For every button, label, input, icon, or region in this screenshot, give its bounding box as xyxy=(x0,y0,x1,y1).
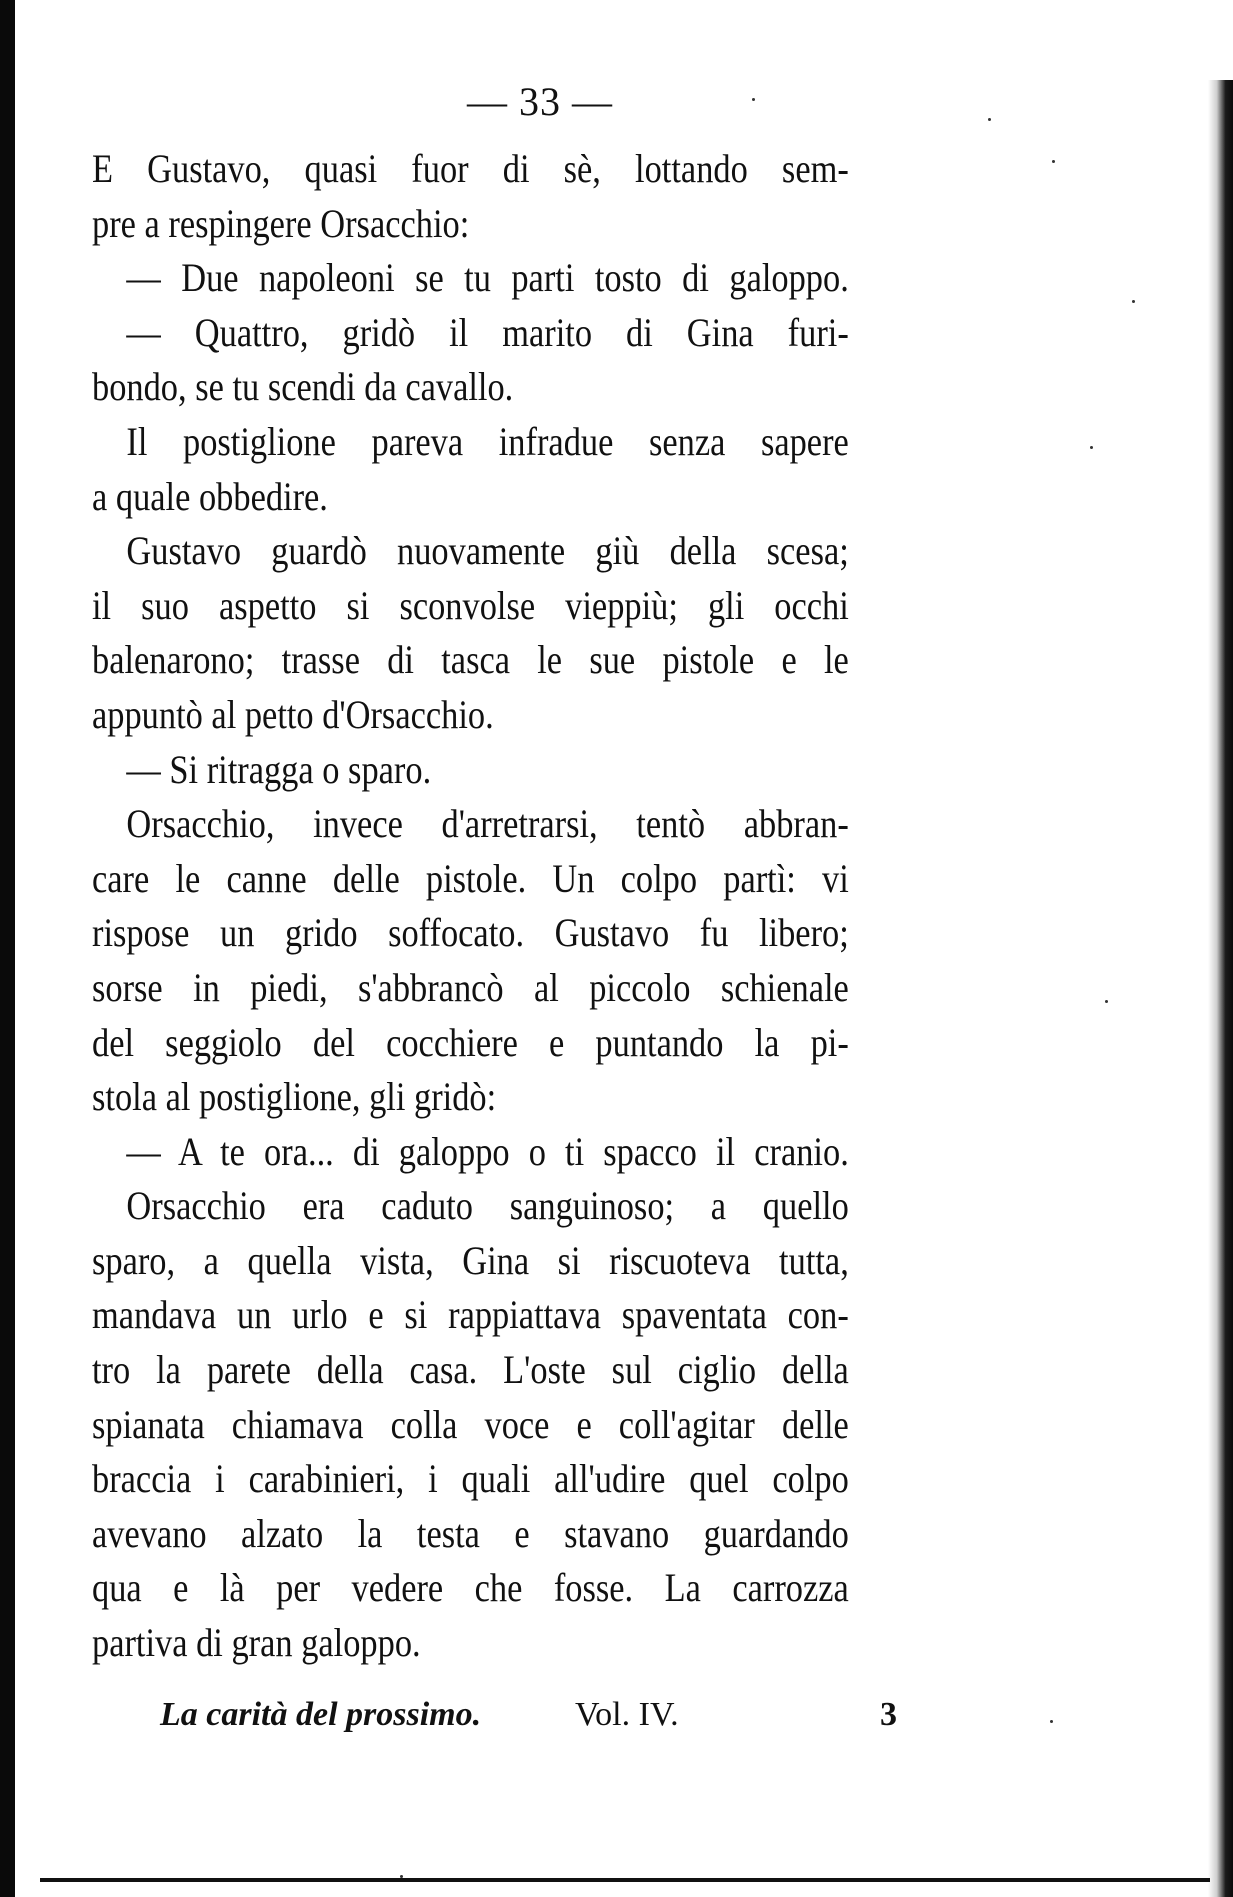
text-line: braccia i carabinieri, i quali all'udire quel colpo xyxy=(92,1456,849,1502)
text-line: qua e là per vedere che fosse. La carrozza xyxy=(92,1565,849,1611)
text-line: avevano alzato la testa e stavano guardando xyxy=(92,1510,849,1556)
scan-speck xyxy=(1052,160,1055,163)
text-line: spianata chiamava colla voce e coll'agitar delle xyxy=(92,1401,849,1447)
text-line: Gustavo guardò nuovamente giù della scesa; xyxy=(126,528,849,574)
text-line: Orsacchio era caduto sanguinoso; a quello xyxy=(126,1183,849,1229)
text-line: sparo, a quella vista, Gina si riscuoteva tutta, xyxy=(92,1237,849,1283)
page-footer xyxy=(160,1690,920,1740)
text-line: stola al postiglione, gli gridò: xyxy=(92,1074,497,1120)
scan-speck xyxy=(1050,1720,1053,1723)
text-line: Il postiglione pareva infradue senza sapere xyxy=(126,418,849,464)
text-line: pre a respingere Orsacchio: xyxy=(92,200,470,246)
scan-speck xyxy=(752,98,755,101)
text-line: il suo aspetto si sconvolse vieppiù; gli occhi xyxy=(92,582,849,628)
text-line: — Si ritragga o sparo. xyxy=(126,746,432,792)
text-line: a quale obbedire. xyxy=(92,473,328,519)
text-line: tro la parete della casa. L'oste sul ciglio della xyxy=(92,1347,849,1393)
body-text xyxy=(92,142,972,1671)
text-line: E Gustavo, quasi fuor di sè, lottando sem- xyxy=(92,146,849,191)
scan-speck xyxy=(400,1875,403,1878)
text-line: — Quattro, gridò il marito di Gina furi- xyxy=(126,309,849,355)
text-line: partiva di gran galoppo. xyxy=(92,1620,421,1666)
right-scan-shadow xyxy=(1208,80,1233,1897)
book-title: La carità del prossimo. xyxy=(160,1696,482,1733)
text-line: sorse in piedi, s'abbrancò al piccolo schienale xyxy=(92,964,849,1010)
scan-speck xyxy=(988,118,991,121)
text-line: mandava un urlo e si rappiattava spaventata con- xyxy=(92,1292,849,1338)
scan-speck xyxy=(1105,1000,1108,1003)
text-line: — A te ora... di galoppo o ti spacco il cranio. xyxy=(126,1128,849,1174)
text-line: appuntò al petto d'Orsacchio. xyxy=(92,691,494,737)
volume-label: Vol. IV. xyxy=(575,1696,679,1733)
text-line: rispose un grido soffocato. Gustavo fu libero; xyxy=(92,910,849,956)
bottom-edge xyxy=(40,1878,1210,1882)
text-line: balenarono; trasse di tasca le sue pistole e le xyxy=(92,637,849,683)
text-line: care le canne delle pistole. Un colpo partì: vi xyxy=(92,855,849,901)
text-line: Orsacchio, invece d'arretrarsi, tentò abbran- xyxy=(126,801,849,847)
scan-speck xyxy=(1090,446,1093,449)
text-line: bondo, se tu scendi da cavallo. xyxy=(92,364,514,410)
signature-mark: 3 xyxy=(880,1696,897,1733)
left-binding-edge xyxy=(0,0,15,1897)
page-number: — 33 — xyxy=(467,79,613,124)
text-line: — Due napoleoni se tu parti tosto di galoppo. xyxy=(126,255,849,301)
text-line: del seggiolo del cocchiere e puntando la pi- xyxy=(92,1019,849,1065)
scan-speck xyxy=(1132,300,1135,303)
